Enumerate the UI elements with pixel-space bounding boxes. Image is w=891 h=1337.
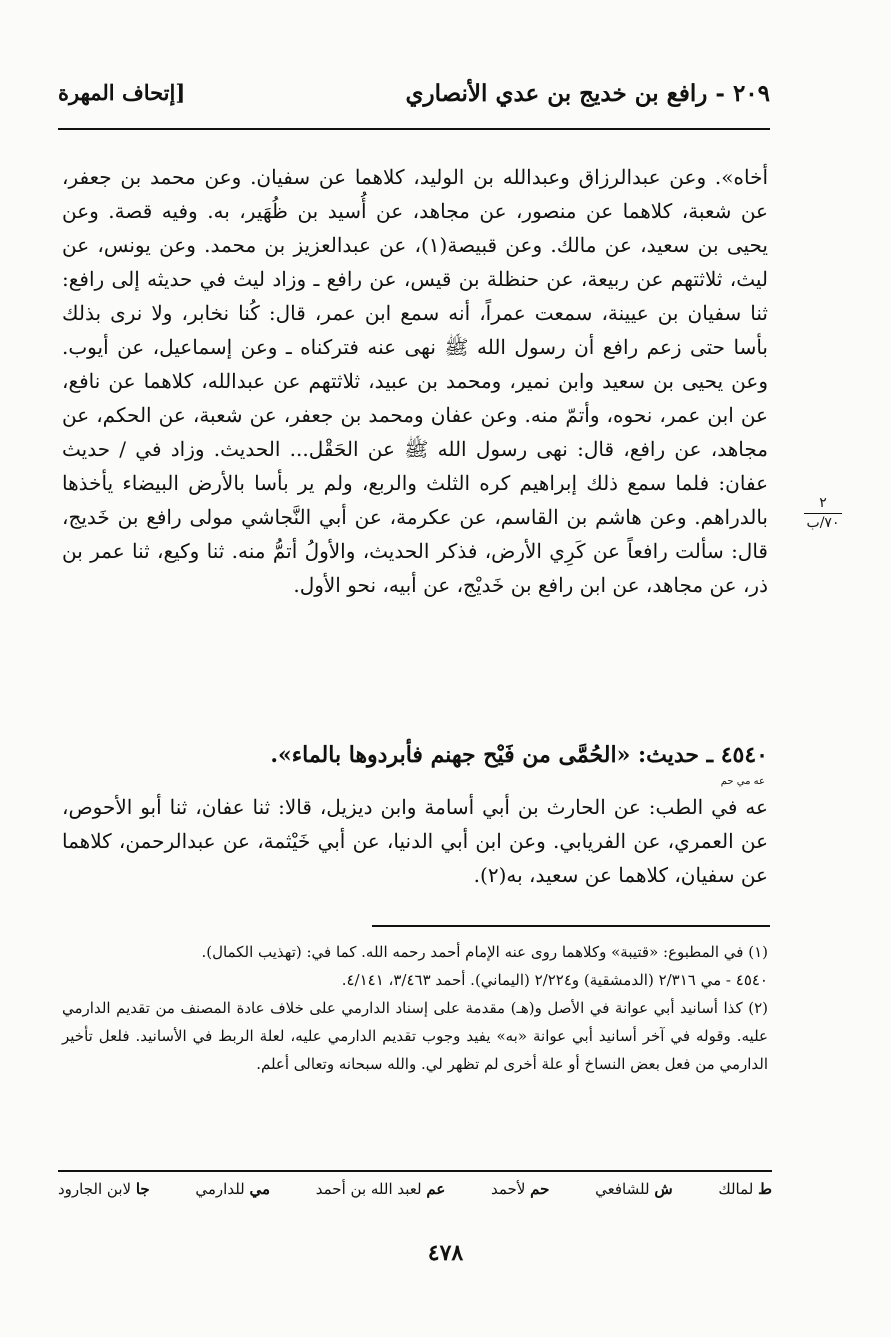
key-item: ط لمالك xyxy=(718,1180,772,1198)
manuscript-folio-note xyxy=(800,495,846,532)
page-number: ٤٧٨ xyxy=(427,1240,464,1266)
key-item: عم لعبد الله بن أحمد xyxy=(315,1180,446,1198)
footnote-reference: ٤٥٤٠ - مي ٢/٣١٦ (الدمشقية) و٢/٢٢٤ (اليماني). أحمد ٣/٤٦٣، ٤/١٤١. xyxy=(341,971,768,989)
footnote-divider xyxy=(372,925,770,927)
source-abbreviations: عه مي حم xyxy=(720,776,765,787)
hadith-chain-paragraph: عه في الطب: عن الحارث بن أبي أسامة وابن ديزيل، قالا: ثنا عفان، ثنا أبو الأحوص، عن العمري، عن الفريابي. وعن ابن أبي الدنيا، عن أبي خَيْثمة، عن عبدالرحمن، كلاهما عن سفيان، كلاهما عن سعيد، به(٢). xyxy=(62,795,768,887)
key-item: جا لابن الجارود xyxy=(58,1180,150,1198)
hadith-heading: ٤٥٤٠ ـ حديث: «الحُمَّى من فَيْح جهنم فأبردوها بالماء». xyxy=(270,742,768,768)
book-series-title: [إتحاف المهرة xyxy=(58,80,186,105)
chapter-title: ٢٠٩ - رافع بن خديج بن عدي الأنصاري xyxy=(405,80,770,107)
footnote-1: (١) في المطبوع: «قتيبة» وكلاهما روى عنه الإمام أحمد رحمه الله. كما في: (تهذيب الكمال). xyxy=(201,943,768,961)
footnotes xyxy=(62,938,768,1078)
footnote-2: (٢) كذا أسانيد أبي عوانة في الأصل و(هـ) مقدمة على إسناد الدارمي على خلاف عادة المصنف من تقديم الدارمي عليه. وقوله في آخر أسانيد أبي عوانة «به» يفيد وجوب تقديم الدارمي عليه، لعلة الربط في الأسانيد. فلعل تأخير الدارمي من فعل بعض النساخ أو علة أخرى لم تظهر لي. والله سبحانه وتعالى أعلم. xyxy=(62,999,768,1073)
folio-number: ٢ xyxy=(819,495,827,511)
hadith-text-paragraph: أخاه». وعن عبدالرزاق وعبدالله بن الوليد، كلاهما عن سفيان. وعن محمد بن جعفر، عن شعبة، كلاهما عن منصور، عن مجاهد، عن أُسيد بن ظُهَير، به. وفيه قصة. وعن يحيى بن سعيد، عن مالك. وعن قبيصة(١)، عن عبدالعزيز بن محمد. وعن يونس، عن ليث، ثلاثتهم عن ربيعة، عن حنظلة بن قيس، عن رافع ـ وزاد ليث في حديثه إلى رافع: ثنا سفيان بن عيينة، سمعت عمراً، أنه سمع ابن عمر، قال: كُنا نخابر، ولا نرى بذلك بأسا حتى زعم رافع أن رسول الله ﷺ نهى عنه فتركناه ـ وعن إسماعيل، عن أيوب. وعن يحيى بن سعيد وابن نمير، ومحمد بن عبيد، ثلاثتهم عن عبدالله، كلاهما عن نافع، عن ابن عمر، نحوه، وأتمّ منه. وعن عفان ومحمد بن جعفر، عن شعبة، عن الحكم، عن مجاهد، عن رافع، قال: نهى رسول الله ﷺ عن الحَقْل... الحديث. وزاد في / حديث عفان: فلما سمع ذلك إبراهيم كره الثلث والربع، ولم ير بأسا بالأرض البيضاء يأخذها بالدراهم. وعن هاشم بن القاسم، عن عكرمة، عن أبي النَّجاشي مولى رافع بن خَديج، قال: سألت رافعاً عن كَرِي الأرض، فذكر الحديث، والأولُ أتمُّ منه. ثنا وكيع، ثنا عمر بن ذر، عن مجاهد، عن ابن رافع بن خَديْج، عن أبيه، نحو الأول. xyxy=(62,165,768,597)
header-divider xyxy=(58,128,770,130)
key-item: ش للشافعي xyxy=(595,1180,673,1198)
folio-divider xyxy=(804,513,842,514)
folio-side: ٧٠/ب xyxy=(806,515,840,531)
key-item: مي للدارمي xyxy=(195,1180,271,1198)
key-item: حم لأحمد xyxy=(491,1180,550,1198)
running-header xyxy=(58,80,770,120)
key-divider xyxy=(58,1170,772,1172)
abbreviation-key xyxy=(58,1180,772,1198)
